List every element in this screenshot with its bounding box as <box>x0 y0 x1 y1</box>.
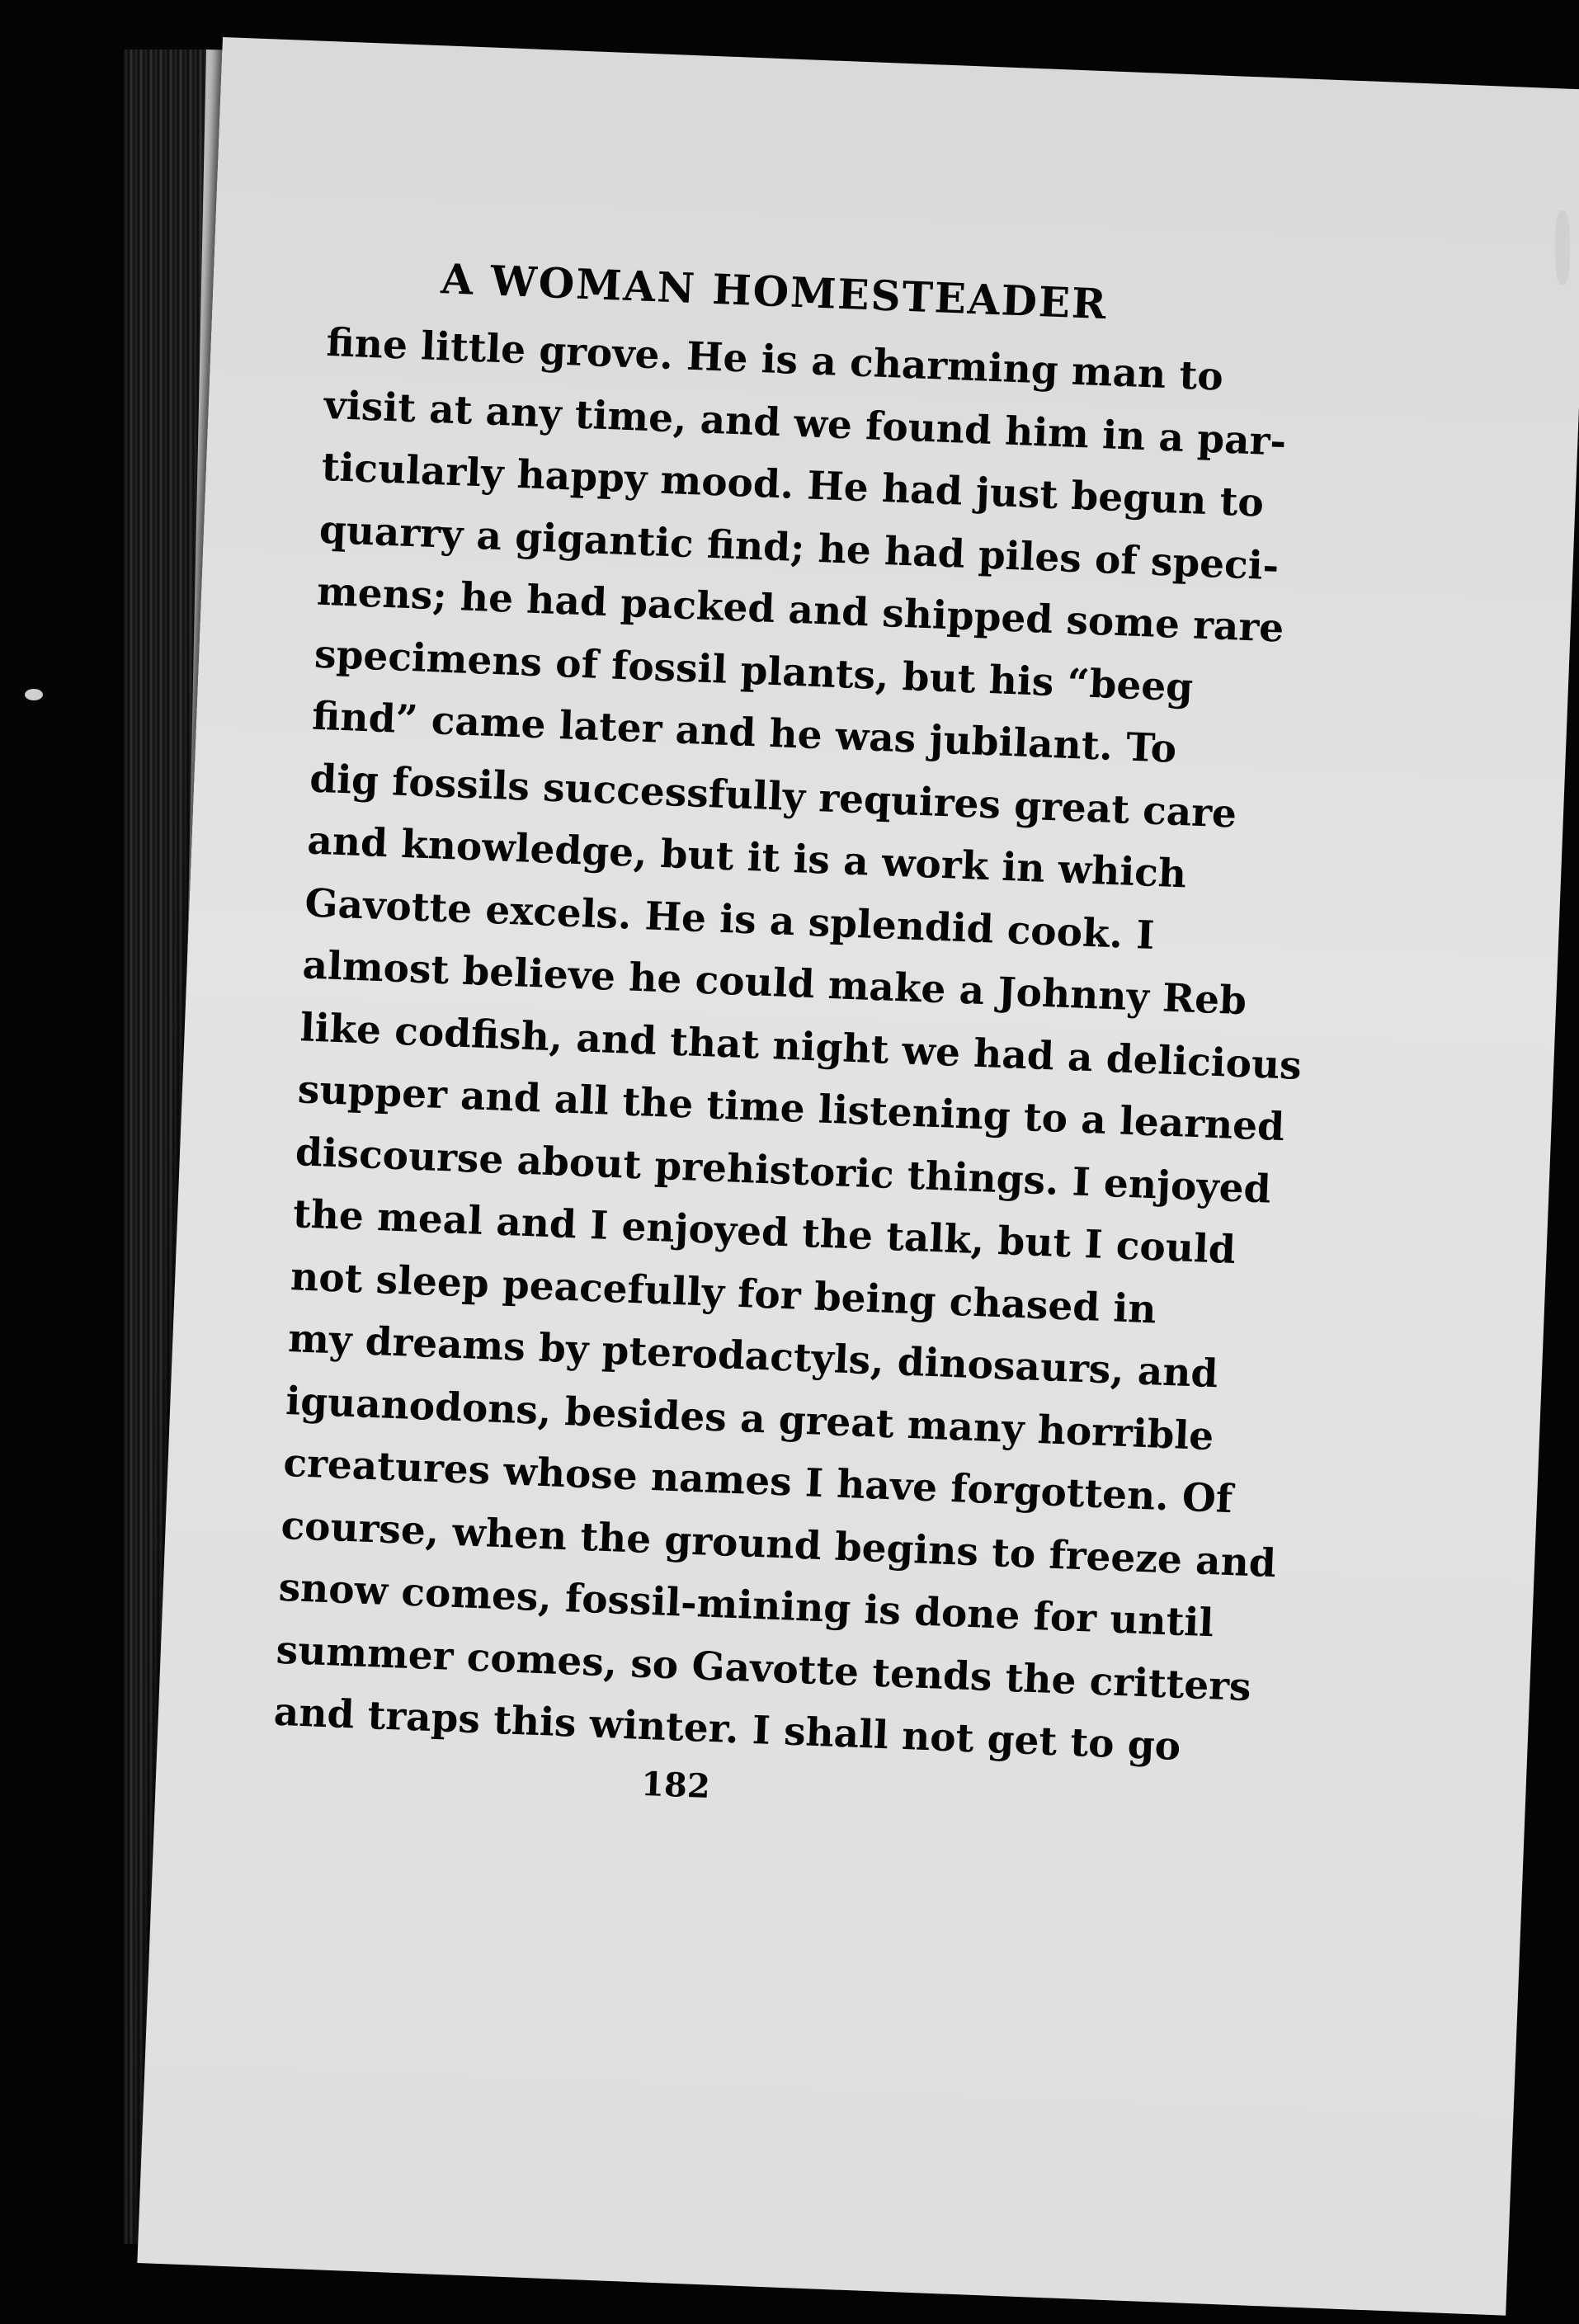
text-line: almost believe he could make a Johnny Reb <box>301 942 1247 1025</box>
body-text <box>272 312 1303 1775</box>
text-line: ticularly happy mood. He had just begun to <box>320 444 1265 526</box>
scan-speck <box>25 689 43 700</box>
text-line: supper and all the time listening to a learned <box>296 1067 1285 1151</box>
text-line: mens; he had packed and shipped some rare <box>316 568 1285 652</box>
text-line: like codfish, and that night we had a delicious <box>299 1004 1303 1089</box>
running-head: A WOMAN HOMESTEADER <box>440 254 1109 329</box>
text-line: fine little grove. He is a charming man to <box>325 319 1224 400</box>
text-line: snow comes, fossil-mining is done for until <box>277 1564 1215 1647</box>
text-line: Gavotte excels. He is a splendid cook. I <box>304 879 1156 959</box>
text-line: quarry a gigantic find; he had piles of speci- <box>318 507 1280 589</box>
scan-speck <box>1555 210 1570 285</box>
text-line: the meal and I enjoyed the talk, but I could <box>292 1191 1237 1274</box>
page-text-block <box>271 252 1303 1821</box>
text-line: course, when the ground begins to freeze and <box>280 1502 1277 1586</box>
text-line: summer comes, so Gavotte tends the critters <box>275 1627 1252 1710</box>
text-line: discourse about prehistoric things. I enjoyed <box>295 1129 1272 1213</box>
page-number: 182 <box>640 1764 711 1806</box>
text-line: iguanodons, besides a great many horrible <box>285 1378 1215 1459</box>
text-line: find” came later and he was jubilant. To <box>311 693 1178 772</box>
text-line: and traps this winter. I shall not get to go <box>272 1689 1182 1770</box>
text-line: specimens of fossil plants, but his “beeg <box>313 631 1195 711</box>
text-line: dig fossils successfully requires great care <box>309 756 1237 837</box>
text-line: my dreams by pterodactyls, dinosaurs, and <box>287 1316 1219 1398</box>
text-line: visit at any time, and we found him in a par- <box>323 382 1287 465</box>
text-line: creatures whose names I have forgotten. Of <box>282 1440 1234 1523</box>
text-line: not sleep peacefully for being chased in <box>290 1253 1157 1332</box>
text-line: and knowledge, but it is a work in which <box>306 818 1188 898</box>
